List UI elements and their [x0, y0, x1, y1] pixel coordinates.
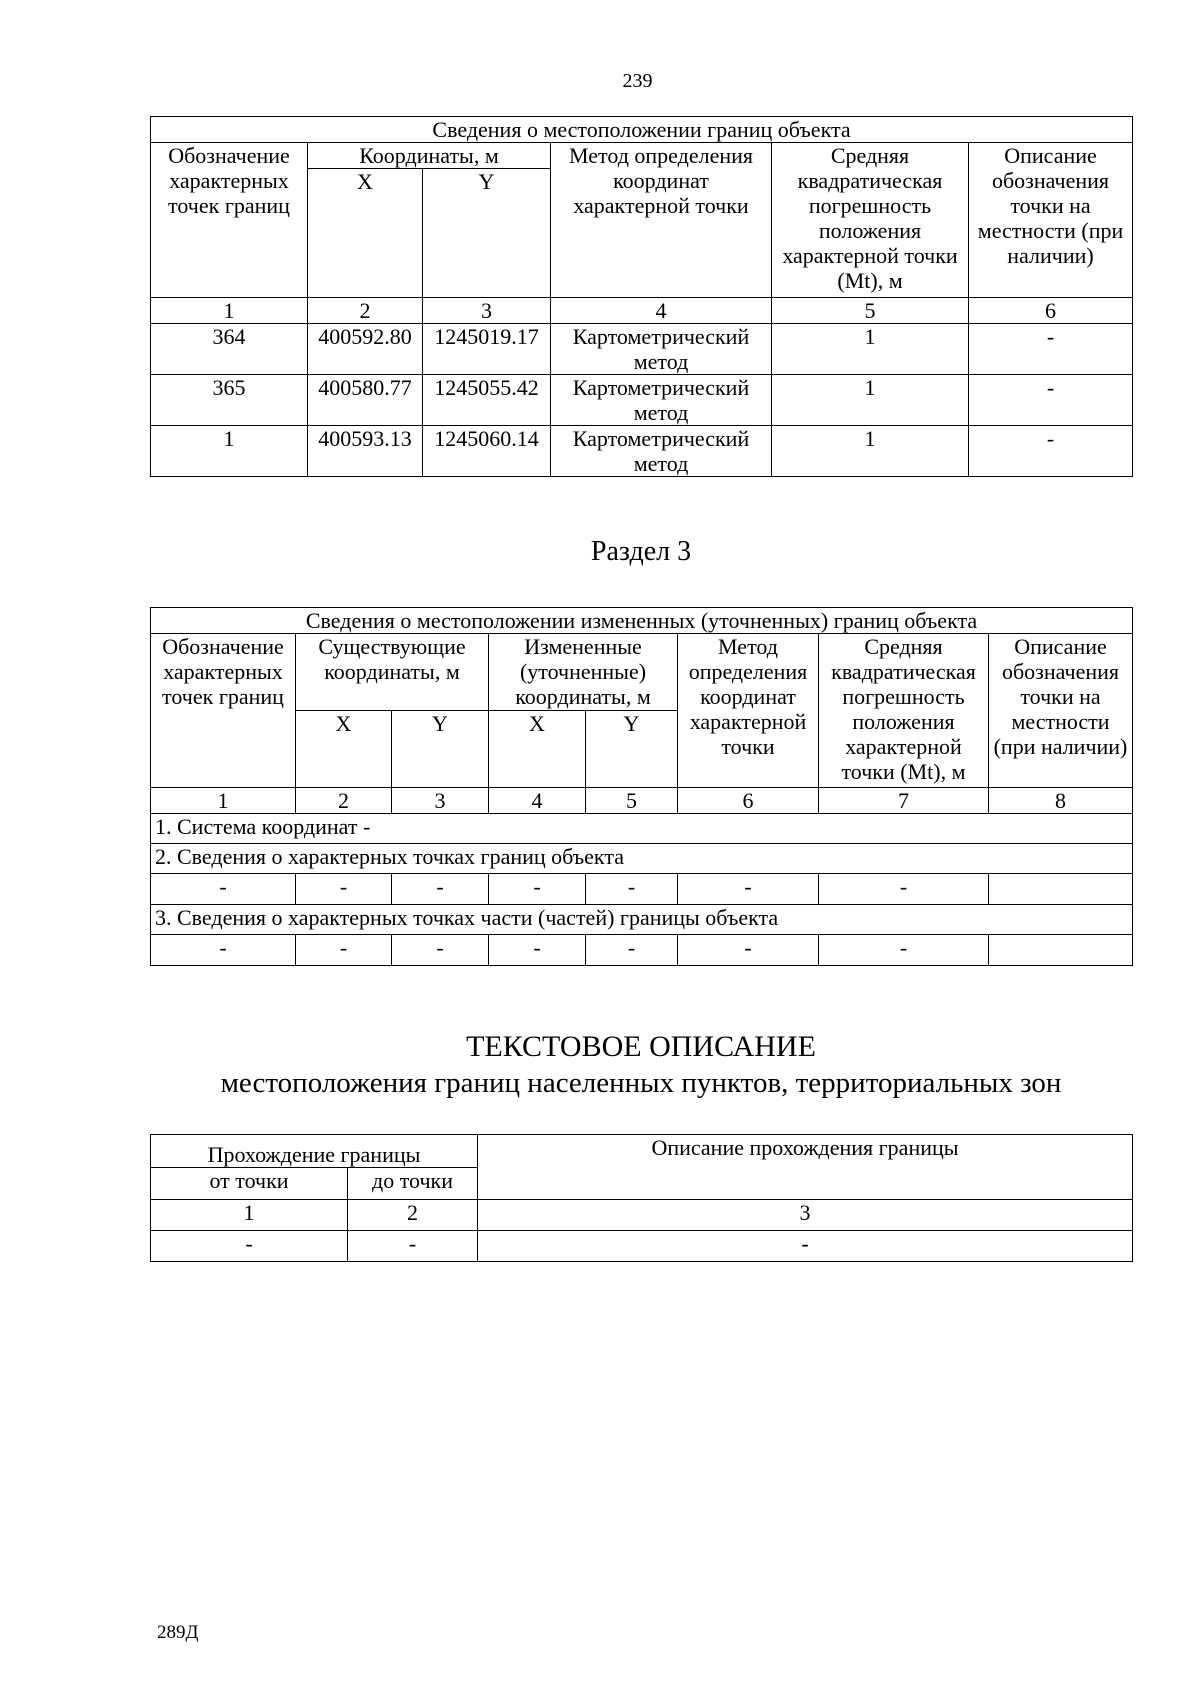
cell-value: -: [478, 1231, 1133, 1262]
boundary-passage-table: [150, 1134, 1133, 1262]
footer-code: 289Д: [157, 1622, 199, 1643]
method-value: Картометрический метод: [551, 324, 772, 375]
header-method: Метод определения координат характерной точки: [551, 143, 772, 298]
col-number: 6: [969, 298, 1133, 324]
desc-value: -: [969, 324, 1133, 375]
points-section-row: 2. Сведения о характерных точках границ объекта: [151, 844, 1133, 874]
cell-value: -: [586, 935, 678, 966]
header-y: Y: [586, 711, 678, 788]
header-passage: Прохождение границы: [151, 1135, 478, 1168]
col-number: 1: [151, 298, 308, 324]
cell-value: -: [348, 1231, 478, 1262]
header-changed-coords: Измененные (уточненные) координаты, м: [489, 634, 678, 711]
col-number: 8: [989, 788, 1133, 814]
header-error: Средняя квадратическая погрешность положения характерной точки (Mt), м: [772, 143, 969, 298]
parts-section-row: 3. Сведения о характерных точках части (частей) границы объекта: [151, 905, 1133, 935]
col-number: 3: [392, 788, 489, 814]
col-number: 5: [586, 788, 678, 814]
cell-value: -: [586, 874, 678, 905]
header-designation: Обозначение характерных точек границ: [151, 143, 308, 298]
cell-value: -: [678, 935, 819, 966]
table-row: [151, 375, 1133, 426]
point-number: 1: [151, 426, 308, 477]
header-y: Y: [392, 711, 489, 788]
cell-value: -: [392, 935, 489, 966]
table-caption: Сведения о местоположении границ объекта: [151, 117, 1133, 143]
x-value: 400592.80: [308, 324, 423, 375]
method-value: Картометрический метод: [551, 375, 772, 426]
y-value: 1245055.42: [423, 375, 551, 426]
text-description-title: ТЕКСТОВОЕ ОПИСАНИЕ: [466, 1030, 816, 1063]
point-number: 365: [151, 375, 308, 426]
header-method: Метод определения координат характерной точки: [678, 634, 819, 788]
cell-value: -: [392, 874, 489, 905]
cell-value: -: [296, 935, 392, 966]
col-number: 1: [151, 1200, 348, 1231]
col-number: 4: [551, 298, 772, 324]
section-heading: Раздел 3: [590, 536, 692, 567]
y-value: 1245060.14: [423, 426, 551, 477]
cell-value: -: [819, 874, 989, 905]
col-number: 7: [819, 788, 989, 814]
col-number: 3: [478, 1200, 1133, 1231]
cell-value: -: [151, 1231, 348, 1262]
error-value: 1: [772, 324, 969, 375]
header-x: X: [489, 711, 586, 788]
cell-value: -: [678, 874, 819, 905]
table-caption: Сведения о местоположении измененных (уточненных) границ объекта: [151, 608, 1133, 634]
cell-value: -: [489, 935, 586, 966]
cell-value: -: [296, 874, 392, 905]
col-number: 2: [308, 298, 423, 324]
text-description-subtitle: местоположения границ населенных пунктов, территориальных зон: [220, 1067, 1062, 1099]
method-value: Картометрический метод: [551, 426, 772, 477]
table-row: [151, 426, 1133, 477]
x-value: 400580.77: [308, 375, 423, 426]
col-number: 4: [489, 788, 586, 814]
table-row: [151, 874, 1133, 905]
error-value: 1: [772, 426, 969, 477]
header-description: Описание обозначения точки на местности (при наличии): [989, 634, 1133, 788]
coordinate-system-row: 1. Система координат -: [151, 814, 1133, 844]
col-number: 1: [151, 788, 296, 814]
header-existing-coords: Существующие координаты, м: [296, 634, 489, 711]
header-coords: Координаты, м: [308, 143, 551, 169]
cell-value: [989, 935, 1133, 966]
table-row: [151, 1231, 1133, 1262]
y-value: 1245019.17: [423, 324, 551, 375]
col-number: 2: [348, 1200, 478, 1231]
error-value: 1: [772, 375, 969, 426]
cell-value: -: [151, 935, 296, 966]
col-number: 3: [423, 298, 551, 324]
cell-value: -: [151, 874, 296, 905]
header-to-point: до точки: [348, 1168, 478, 1200]
changed-boundary-table: [150, 607, 1133, 966]
header-from-point: от точки: [151, 1168, 348, 1200]
col-number: 6: [678, 788, 819, 814]
header-error: Средняя квадратическая погрешность положения характерной точки (Mt), м: [819, 634, 989, 788]
cell-value: -: [489, 874, 586, 905]
table-row: [151, 324, 1133, 375]
header-y: Y: [423, 169, 551, 298]
header-x: X: [308, 169, 423, 298]
header-x: X: [296, 711, 392, 788]
col-number: 2: [296, 788, 392, 814]
cell-value: [989, 874, 1133, 905]
page-number: 239: [622, 70, 653, 92]
cell-value: -: [819, 935, 989, 966]
table-row: [151, 935, 1133, 966]
header-description: Описание обозначения точки на местности (при наличии): [969, 143, 1133, 298]
desc-value: -: [969, 375, 1133, 426]
x-value: 400593.13: [308, 426, 423, 477]
desc-value: -: [969, 426, 1133, 477]
boundary-location-table: [150, 116, 1133, 477]
col-number: 5: [772, 298, 969, 324]
header-designation: Обозначение характерных точек границ: [151, 634, 296, 788]
point-number: 364: [151, 324, 308, 375]
header-passage-description: Описание прохождения границы: [478, 1135, 1133, 1200]
